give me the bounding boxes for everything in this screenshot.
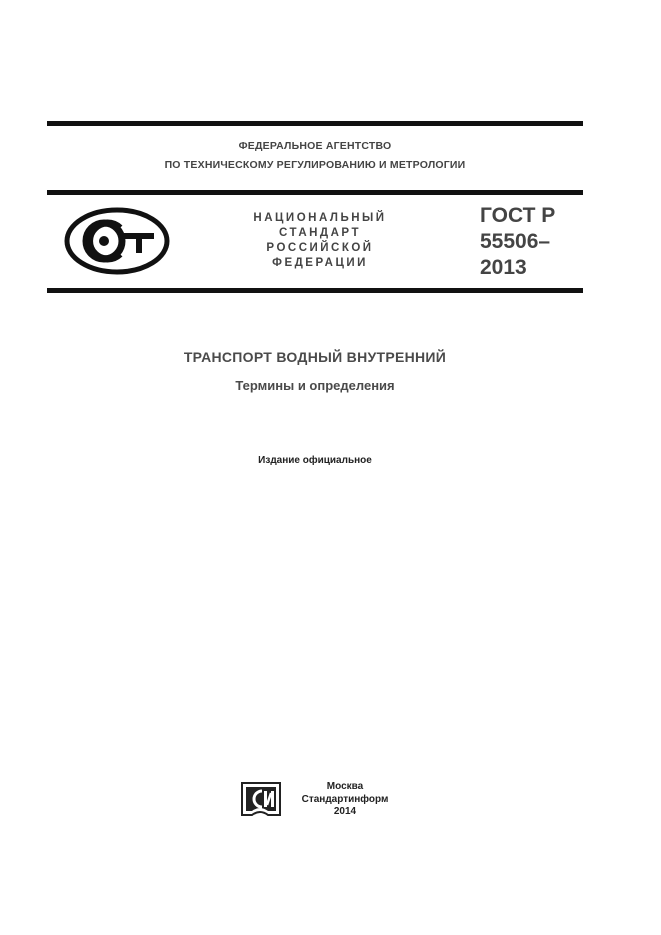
standartinform-logo-icon [238, 781, 284, 817]
national-standard-line-2: СТАНДАРТ [279, 227, 361, 239]
designation-line-1: ГОСТ Р [480, 204, 556, 227]
middle-rule [47, 190, 583, 195]
standard-designation [480, 203, 555, 281]
national-standard-label [234, 211, 406, 271]
document-subtitle: Термины и определения [235, 378, 395, 393]
national-standard-line-3: РОССИЙСКОЙ [266, 242, 374, 254]
agency-line-1: ФЕДЕРАЛЬНОЕ АГЕНТСТВО [238, 140, 392, 152]
edition-note: Издание официальное [258, 455, 372, 466]
designation-line-2: 55506– [480, 230, 551, 253]
publisher-name: Стандартинформ [301, 793, 389, 805]
national-standard-line-1: НАЦИОНАЛЬНЫЙ [253, 212, 387, 224]
designation-line-3: 2013 [480, 256, 527, 279]
publisher-year: 2014 [333, 806, 357, 817]
document-title: ТРАНСПОРТ ВОДНЫЙ ВНУТРЕННИЙ [183, 349, 447, 365]
publisher-city: Москва [326, 781, 364, 792]
top-rule [47, 121, 583, 126]
bottom-rule [47, 288, 583, 293]
publisher-info [295, 781, 395, 819]
agency-line-2: ПО ТЕХНИЧЕСКОМУ РЕГУЛИРОВАНИЮ И МЕТРОЛОГИИ [164, 159, 466, 171]
national-standard-line-4: ФЕДЕРАЦИИ [272, 257, 368, 269]
rst-logo-icon [64, 207, 170, 275]
